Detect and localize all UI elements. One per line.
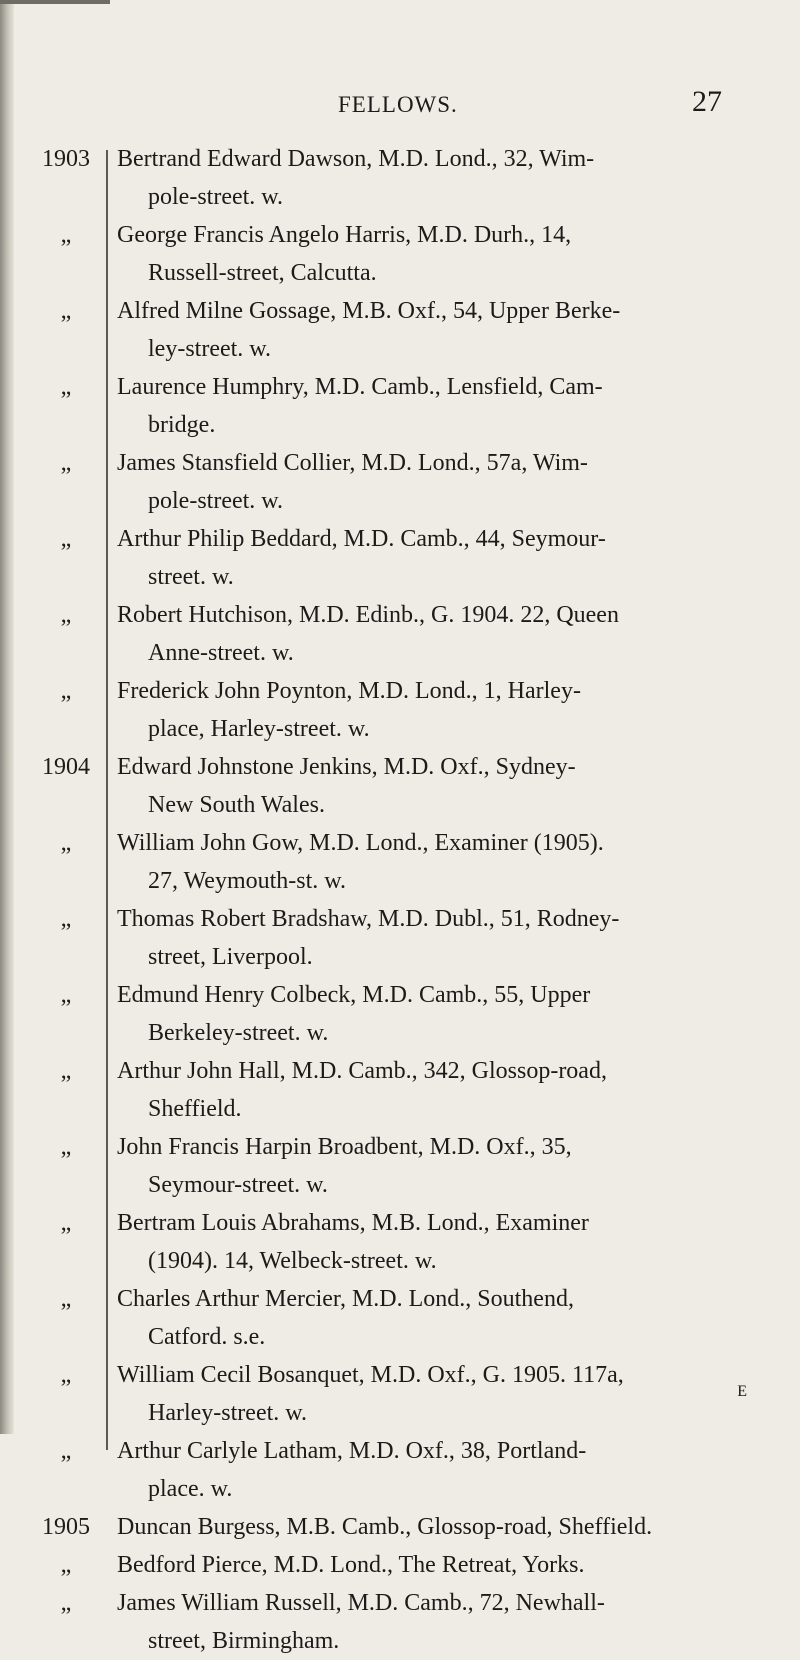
entry-year: „ <box>60 450 72 476</box>
entry-year: „ <box>60 1058 72 1084</box>
entry-year: „ <box>60 1286 72 1312</box>
entry-line: James William Russell, M.D. Camb., 72, Newhall- <box>117 1590 605 1616</box>
page-header <box>0 85 800 132</box>
entry-line: Bertrand Edward Dawson, M.D. Lond., 32, Wim- <box>117 146 595 172</box>
entry-text <box>117 368 765 444</box>
entry-continuation: pole-street. w. <box>148 488 284 514</box>
entry-continuation: pole-street. w. <box>148 184 284 210</box>
entry-continuation: Berkeley-street. w. <box>148 1020 329 1046</box>
entry-line: Thomas Robert Bradshaw, M.D. Dubl., 51, Rodney- <box>117 906 620 932</box>
entry-year: 1904 <box>42 754 90 780</box>
entry-text <box>117 900 765 976</box>
entry-line: Arthur Carlyle Latham, M.D. Oxf., 38, Portland- <box>117 1438 587 1464</box>
entry-continuation: Catford. s.e. <box>148 1324 266 1350</box>
entry-text <box>117 1432 765 1508</box>
entry-text <box>117 672 765 748</box>
page-binding-edge <box>0 0 14 1434</box>
entry-year: „ <box>60 374 72 400</box>
entry-line: Laurence Humphry, M.D. Camb., Lensfield, Cam- <box>117 374 603 400</box>
entry-year: „ <box>60 830 72 856</box>
entry-continuation: bridge. <box>148 412 216 438</box>
entry-line: Arthur Philip Beddard, M.D. Camb., 44, Seymour- <box>117 526 606 552</box>
entry-line: Robert Hutchison, M.D. Edinb., G. 1904. 22, Queen <box>117 602 619 628</box>
entry-text <box>117 1128 765 1204</box>
entry-text <box>117 824 765 900</box>
running-title: FELLOWS. <box>338 92 458 117</box>
column-divider <box>106 150 108 1450</box>
entry-year: „ <box>60 1362 72 1388</box>
entry-line: Arthur John Hall, M.D. Camb., 342, Glossop-road, <box>117 1058 607 1084</box>
entry-text <box>117 976 765 1052</box>
entry-line: Bertram Louis Abrahams, M.B. Lond., Examiner <box>117 1210 589 1236</box>
entry-line: Edward Johnstone Jenkins, M.D. Oxf., Sydney- <box>117 754 576 780</box>
signature-mark: E <box>737 1383 747 1400</box>
scan-border <box>0 0 110 4</box>
entry-line: Frederick John Poynton, M.D. Lond., 1, Harley- <box>117 678 581 704</box>
entry-continuation: Seymour-street. w. <box>148 1172 328 1198</box>
entry-year: „ <box>60 906 72 932</box>
entry-continuation: (1904). 14, Welbeck-street. w. <box>148 1248 437 1274</box>
entry-year: „ <box>60 982 72 1008</box>
entry-line: Alfred Milne Gossage, M.B. Oxf., 54, Upper Berke- <box>117 298 621 324</box>
entry-line: James Stansfield Collier, M.D. Lond., 57a, Wim- <box>117 450 588 476</box>
entry-continuation: Harley-street. w. <box>148 1400 308 1426</box>
entry-year: „ <box>60 1590 72 1616</box>
entry-text <box>117 216 765 292</box>
entry-line: Duncan Burgess, M.B. Camb., Glossop-road, Sheffield. <box>117 1514 653 1540</box>
entry-continuation: street, Birmingham. <box>148 1628 340 1654</box>
entry-text <box>117 1508 765 1546</box>
entry-line: Bedford Pierce, M.D. Lond., The Retreat, Yorks. <box>117 1552 585 1578</box>
entry-continuation: Sheffield. <box>148 1096 242 1122</box>
entry-line: George Francis Angelo Harris, M.D. Durh., 14, <box>117 222 572 248</box>
entry-line: William Cecil Bosanquet, M.D. Oxf., G. 1905. 117a, <box>117 1362 624 1388</box>
entry-text <box>117 1584 765 1660</box>
entry-year: 1905 <box>42 1514 90 1540</box>
entry-line: John Francis Harpin Broadbent, M.D. Oxf., 35, <box>117 1134 572 1160</box>
entry-text <box>117 596 765 672</box>
entry-year: „ <box>60 222 72 248</box>
entry-text <box>117 1356 765 1432</box>
entry-continuation: street, Liverpool. <box>148 944 313 970</box>
entry-line: William John Gow, M.D. Lond., Examiner (1905). <box>117 830 604 856</box>
entry-year: 1903 <box>42 146 90 172</box>
page-number: 27 <box>692 85 722 118</box>
entry-year: „ <box>60 1134 72 1160</box>
entry-continuation: place. w. <box>148 1476 233 1502</box>
entry-text <box>117 1052 765 1128</box>
entry-continuation: Russell-street, Calcutta. <box>148 260 377 286</box>
entry-line: Edmund Henry Colbeck, M.D. Camb., 55, Upper <box>117 982 591 1008</box>
entry-text <box>117 1546 765 1584</box>
entry-text <box>117 140 765 216</box>
entry-continuation: 27, Weymouth-st. w. <box>148 868 347 894</box>
entry-continuation: New South Wales. <box>148 792 325 818</box>
entry-year: „ <box>60 678 72 704</box>
entry-text <box>117 1280 765 1356</box>
entry-year: „ <box>60 1552 72 1578</box>
entry-year: „ <box>60 1210 72 1236</box>
entry-year: „ <box>60 1438 72 1464</box>
entry-text <box>117 444 765 520</box>
entry-year: „ <box>60 298 72 324</box>
entry-text <box>117 748 765 824</box>
entry-text <box>117 520 765 596</box>
entry-continuation: ley-street. w. <box>148 336 272 362</box>
entry-text <box>117 292 765 368</box>
entry-year: „ <box>60 526 72 552</box>
entry-continuation: Anne-street. w. <box>148 640 294 666</box>
entry-continuation: place, Harley-street. w. <box>148 716 370 742</box>
entry-line: Charles Arthur Mercier, M.D. Lond., Southend, <box>117 1286 574 1312</box>
entry-year: „ <box>60 602 72 628</box>
entry-text <box>117 1204 765 1280</box>
entry-continuation: street. w. <box>148 564 234 590</box>
